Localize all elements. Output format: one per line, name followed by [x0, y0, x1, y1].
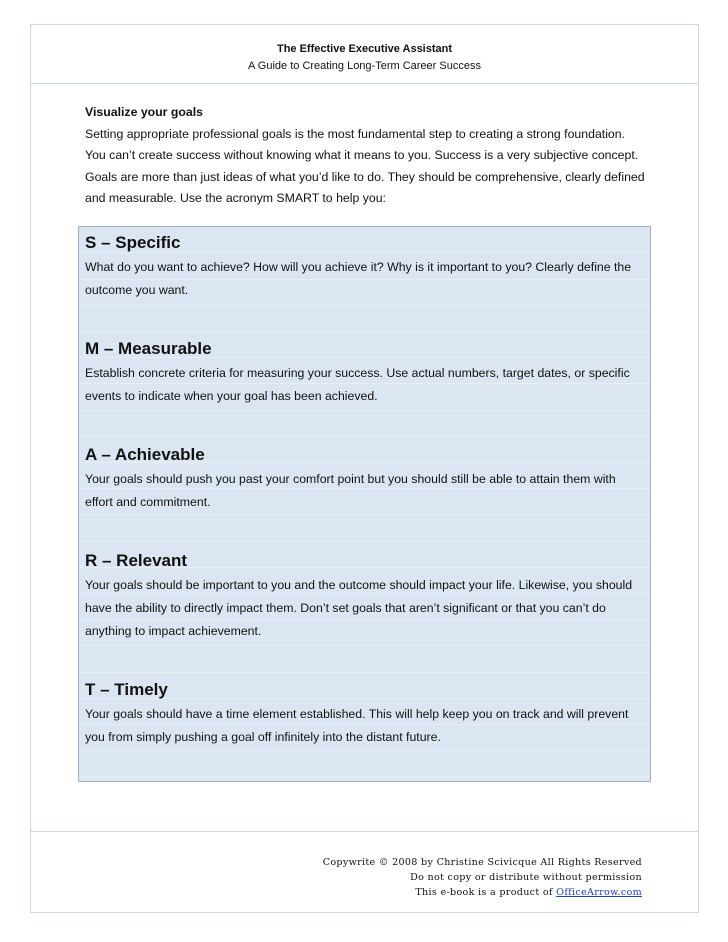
smart-item-relevant [85, 550, 645, 643]
smart-heading: T – Timely [85, 680, 168, 699]
smart-item-timely [85, 679, 645, 749]
smart-heading: M – Measurable [85, 339, 212, 358]
document-header [30, 41, 699, 75]
officearrow-link[interactable]: OfficeArrow.com [556, 887, 642, 898]
intro-paragraph: Setting appropriate professional goals is the most fundamental step to creating a strong foundation. You can’t create success without knowing what it means to you. Success is a very subjective concept. Goals are more than just ideas of what you’d like to do. They should be comprehensive, clearly defined and measurable. Use the acronym SMART to help you: [85, 126, 645, 205]
section-heading: Visualize your goals [85, 105, 204, 119]
permission-notice: Do not copy or distribute without permission [410, 872, 642, 883]
smart-description: What do you want to achieve? How will you achieve it? Why is it important to you? Clearly define the outcome you want. [85, 260, 632, 297]
smart-description: Establish concrete criteria for measuring your success. Use actual numbers, target dates, or specific events to indicate when your goal has been achieved. [85, 366, 630, 403]
smart-item-achievable [85, 444, 645, 514]
smart-item-measurable [85, 338, 645, 408]
smart-heading: S – Specific [85, 233, 181, 252]
smart-heading: R – Relevant [85, 551, 188, 570]
intro-section [85, 102, 645, 210]
smart-item-specific [85, 232, 645, 302]
copyright-notice: Copywrite © 2008 by Christine Scivicque All Rights Reserved [322, 857, 642, 868]
smart-goals-box [78, 226, 651, 782]
smart-description: Your goals should push you past your comfort point but you should still be able to attain them with effort and commitment. [85, 472, 616, 509]
header-divider [30, 83, 699, 84]
product-prefix: This e-book is a product of [415, 887, 557, 898]
document-subtitle: A Guide to Creating Long-Term Career Success [248, 60, 481, 72]
smart-description: Your goals should have a time element established. This will help keep you on track and will prevent you from simply pushing a goal off infinitely into the distant future. [85, 707, 629, 744]
smart-description: Your goals should be important to you and the outcome should impact your life. Likewise, you should have the ability to directly impact them. Don’t set goals that aren’t significant or that you can’t do anything to impact achievement. [85, 578, 633, 638]
page-footer [323, 855, 642, 900]
document-title: The Effective Executive Assistant [276, 43, 453, 55]
smart-heading: A – Achievable [85, 445, 205, 464]
footer-divider [30, 831, 699, 832]
product-notice [323, 885, 642, 900]
